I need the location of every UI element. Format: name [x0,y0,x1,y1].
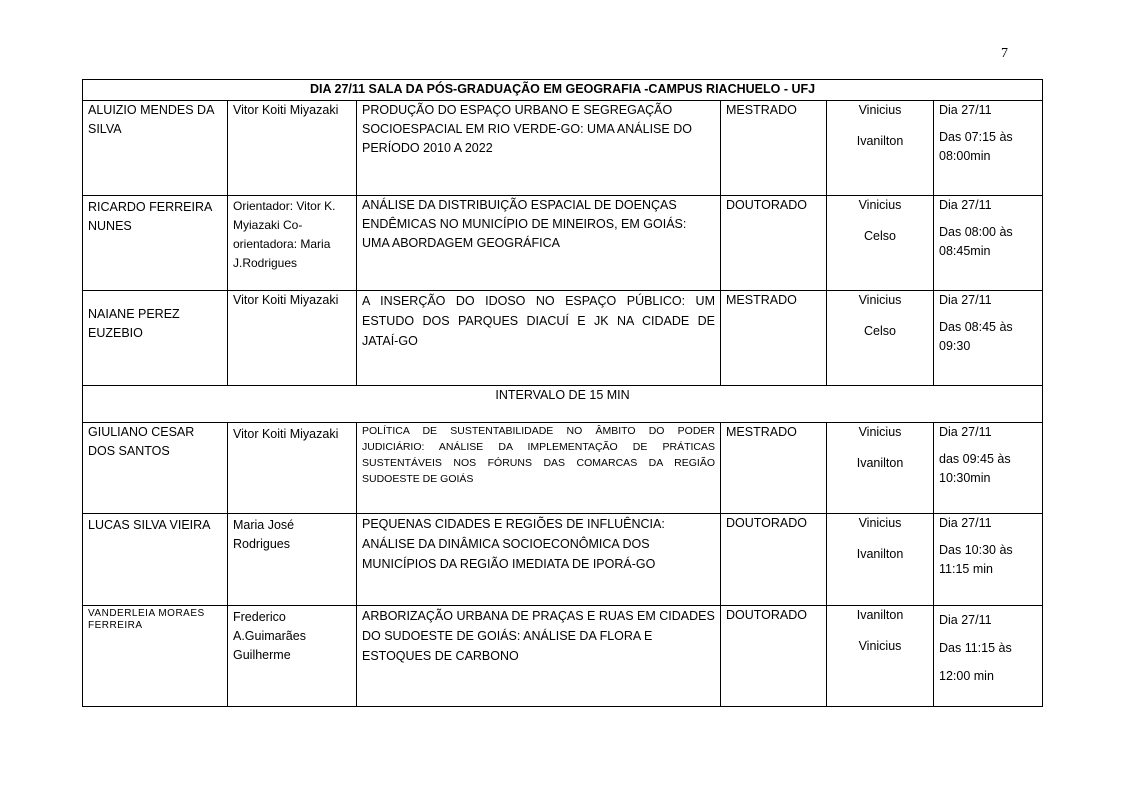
advisor: Maria José Rodrigues [228,514,357,606]
time-range: Das 08:00 às 08:45min [939,225,1013,258]
interval-label: INTERVALO DE 15 MIN [83,386,1043,423]
student-name: VANDERLEIA MORAES FERREIRA [83,606,228,707]
examiners [827,606,934,707]
thesis-title: PRODUÇÃO DO ESPAÇO URBANO E SEGREGAÇÃO SOCIOESPACIAL EM RIO VERDE-GO: UMA ANÁLISE DO PERÍODO 2010 A 2022 [357,101,721,196]
time-range: Das 08:45 às 09:30 [939,320,1013,353]
student-name: NAIANE PEREZ EUZEBIO [83,291,228,386]
examiner: Vinicius [858,516,902,530]
table-row [83,606,1043,707]
examiners [827,196,934,291]
examiner: Celso [864,229,896,243]
time-range: Das 07:15 às 08:00min [939,130,1013,163]
page-number: 7 [1001,46,1008,61]
advisor: Orientador: Vitor K. Myiazaki Co-orientadora: Maria J.Rodrigues [228,196,357,291]
advisor: Frederico A.Guimarães Guilherme [228,606,357,707]
examiners [827,423,934,514]
thesis-title: A INSERÇÃO DO IDOSO NO ESPAÇO PÚBLICO: UM ESTUDO DOS PARQUES DIACUÍ E JK NA CIDADE DE JATAÍ-GO [357,291,721,386]
date: Dia 27/11 [939,516,992,530]
advisor: Vitor Koiti Miyazaki [228,423,357,514]
date: Dia 27/11 [939,103,992,117]
examiner: Vinicius [858,198,902,212]
date: Dia 27/11 [939,613,992,627]
table-row [83,196,1043,291]
degree-level: DOUTORADO [721,606,827,707]
schedule-header: DIA 27/11 SALA DA PÓS-GRADUAÇÃO EM GEOGRAFIA -CAMPUS RIACHUELO - UFJ [83,80,1043,101]
table-row [83,101,1043,196]
time-range: Das 10:30 às 11:15 min [939,543,1013,576]
student-name: RICARDO FERREIRA NUNES [83,196,228,291]
examiner: Ivanilton [856,134,904,148]
thesis-title: ARBORIZAÇÃO URBANA DE PRAÇAS E RUAS EM CIDADES DO SUDOESTE DE GOIÁS: ANÁLISE DA FLORA E ESTOQUES DE CARBONO [357,606,721,707]
schedule-table [82,79,1043,707]
table-row [83,423,1043,514]
degree-level: MESTRADO [721,291,827,386]
degree-level: DOUTORADO [721,196,827,291]
examiner: Vinicius [858,425,902,439]
date: Dia 27/11 [939,198,992,212]
examiner: Celso [864,324,896,338]
student-name: ALUIZIO MENDES DA SILVA [83,101,228,196]
time-range: Das 11:15 às 12:00 min [939,641,1012,683]
date: Dia 27/11 [939,293,992,307]
schedule-slot [934,291,1043,386]
thesis-title: PEQUENAS CIDADES E REGIÕES DE INFLUÊNCIA: ANÁLISE DA DINÂMICA SOCIOECONÔMICA DOS MUNICÍPIOS DA REGIÃO IMEDIATA DE IPORÁ-GO [357,514,721,606]
examiner: Ivanilton [856,608,904,622]
examiner: Ivanilton [856,456,904,470]
student-name: LUCAS SILVA VIEIRA [83,514,228,606]
examiner: Vinicius [858,639,902,653]
examiner: Vinicius [858,293,902,307]
schedule-slot [934,423,1043,514]
advisor: Vitor Koiti Miyazaki [228,101,357,196]
time-range: das 09:45 às 10:30min [939,452,1011,485]
table-row [83,514,1043,606]
interval-row [83,386,1043,423]
examiner: Vinicius [858,103,902,117]
degree-level: MESTRADO [721,101,827,196]
schedule-slot [934,514,1043,606]
examiners [827,101,934,196]
schedule-slot [934,101,1043,196]
schedule-slot [934,606,1043,707]
examiners [827,291,934,386]
thesis-title: ANÁLISE DA DISTRIBUIÇÃO ESPACIAL DE DOENÇAS ENDÊMICAS NO MUNICÍPIO DE MINEIROS, EM GOIÁS: UMA ABORDAGEM GEOGRÁFICA [357,196,721,291]
degree-level: DOUTORADO [721,514,827,606]
student-name: GIULIANO CESAR DOS SANTOS [83,423,228,514]
thesis-title: POLÍTICA DE SUSTENTABILIDADE NO ÂMBITO DO PODER JUDICIÁRIO: ANÁLISE DA IMPLEMENTAÇÃO DE PRÁTICAS SUSTENTÁVEIS NOS FÓRUNS DAS COMARCAS DA REGIÃO SUDOESTE DE GOIÁS [357,423,721,514]
date: Dia 27/11 [939,425,992,439]
schedule-slot [934,196,1043,291]
advisor: Vitor Koiti Miyazaki [228,291,357,386]
degree-level: MESTRADO [721,423,827,514]
table-row [83,291,1043,386]
examiner: Ivanilton [856,547,904,561]
examiners [827,514,934,606]
